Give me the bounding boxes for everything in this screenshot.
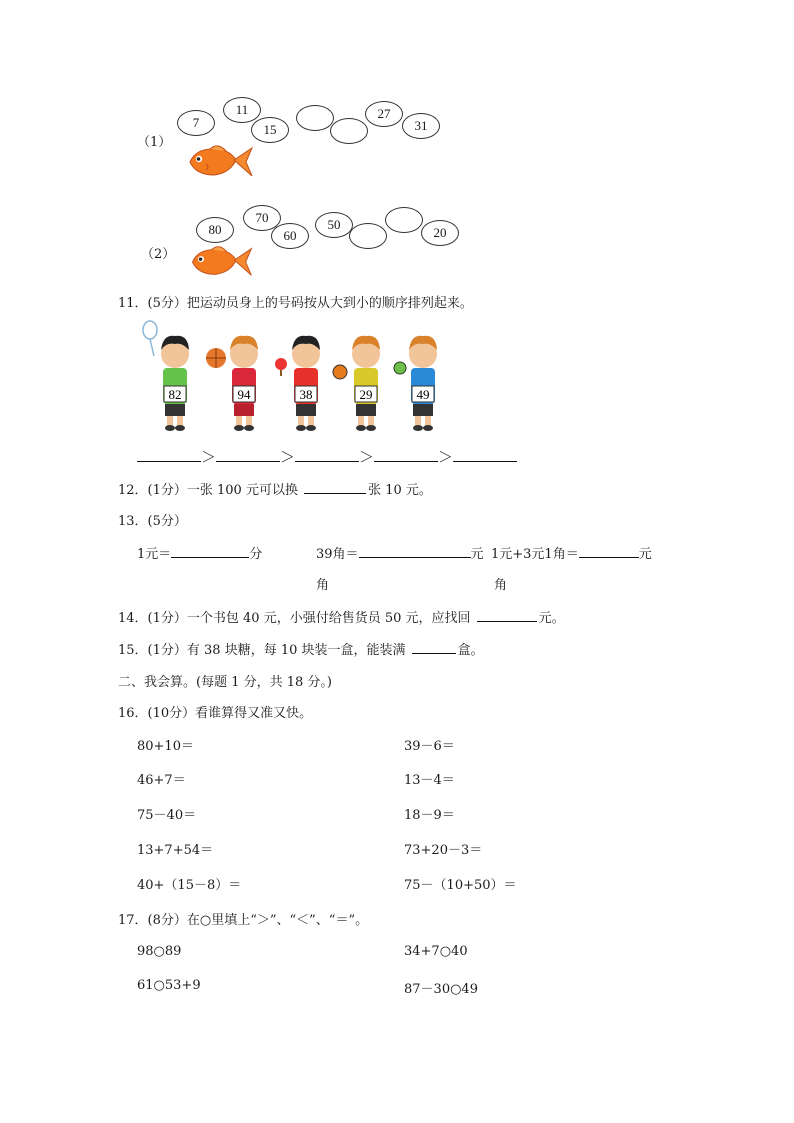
number-bubble: 20 (421, 220, 459, 246)
greater-than-sign: ＞ (359, 448, 375, 466)
fish-problem-2-label: （2） (141, 247, 176, 262)
athlete-4 (333, 336, 380, 431)
compare-item: 87－30○49 (404, 982, 478, 997)
question-14 (118, 607, 565, 626)
q13-c-unit: 元 (638, 547, 652, 562)
calc-item: 13+7+54＝ (137, 843, 214, 858)
calc-item: 73+20－3＝ (404, 843, 483, 858)
bib-number: 82 (168, 387, 182, 402)
question-12 (118, 479, 432, 498)
q15-text-end: 盒。 (457, 643, 484, 658)
athletes-illustration (136, 318, 456, 434)
q12-text: 12．(1分）一张 100 元可以换 (118, 483, 298, 498)
answer-blank[interactable] (295, 447, 359, 462)
number-bubble: 70 (243, 205, 281, 231)
number-bubble: 27 (365, 101, 403, 127)
compare-item: 61○53+9 (137, 978, 201, 993)
calc-item: 46+7＝ (137, 773, 186, 788)
greater-than-sign: ＞ (280, 448, 296, 466)
answer-blank[interactable] (359, 543, 471, 558)
number-bubble: 80 (196, 217, 234, 243)
calc-item: 40+（15－8）＝ (137, 878, 242, 893)
q13-jiao-2: 角 (494, 578, 508, 593)
athlete-1 (143, 321, 189, 431)
answer-blank[interactable] (171, 543, 249, 558)
bib-number: 94 (237, 387, 251, 402)
q13-b-text: 39角＝ (316, 547, 359, 562)
athlete-5 (394, 336, 437, 431)
question-17-title: 17．(8分）在○里填上“＞”、“＜”、“＝”。 (118, 913, 369, 928)
blank-bubble[interactable] (296, 105, 334, 131)
fish-problem-1-label: （1） (137, 135, 172, 150)
q13-jiao-1: 角 (316, 578, 330, 593)
q13-a-unit: 分 (249, 547, 263, 562)
compare-item: 34+7○40 (404, 944, 468, 959)
greater-than-sign: ＞ (201, 448, 217, 466)
calc-item: 13－4＝ (404, 773, 455, 788)
answer-blank[interactable] (374, 447, 438, 462)
greater-than-sign: ＞ (438, 448, 454, 466)
q15-text: 15．(1分）有 38 块糖，每 10 块装一盒，能装满 (118, 643, 406, 658)
number-bubble: 31 (402, 113, 440, 139)
answer-blank[interactable] (304, 479, 366, 494)
bib-number: 38 (299, 387, 313, 402)
goldfish-icon (187, 243, 255, 281)
q13-b-unit: 元 (470, 547, 484, 562)
blank-bubble[interactable] (349, 223, 387, 249)
q13-a-text: 1元＝ (137, 547, 172, 562)
q14-text-end: 元。 (538, 611, 565, 626)
calc-item: 39－6＝ (404, 739, 455, 754)
calc-item: 80+10＝ (137, 739, 194, 754)
calc-item: 75－40＝ (137, 808, 197, 823)
answer-blank[interactable] (137, 447, 201, 462)
q13-part-c (491, 543, 652, 562)
q13-part-b (316, 543, 484, 562)
answer-blank[interactable] (412, 639, 456, 654)
blank-bubble[interactable] (385, 207, 423, 233)
number-bubble: 15 (251, 117, 289, 143)
q14-text: 14．(1分）一个书包 40 元，小强付给售货员 50 元，应找回 (118, 611, 471, 626)
answer-blank[interactable] (477, 607, 537, 622)
question-13-title: 13．(5分） (118, 514, 187, 529)
q13-part-a (137, 543, 262, 562)
bib-number: 29 (359, 387, 373, 402)
q12-text-end: 张 10 元。 (368, 483, 432, 498)
question-16-title: 16．(10分）看谁算得又准又快。 (118, 706, 313, 721)
section-2-heading: 二、我会算。(每题 1 分，共 18 分。) (118, 675, 332, 690)
question-15 (118, 639, 484, 658)
answer-blank[interactable] (579, 543, 639, 558)
ordering-answer-row (137, 446, 517, 467)
bib-number: 49 (416, 387, 430, 402)
athlete-3 (275, 336, 320, 431)
compare-item: 98○89 (137, 944, 182, 959)
q13-c-text: 1元+3元1角＝ (491, 547, 579, 562)
question-11: 11．(5分）把运动员身上的号码按从大到小的顺序排列起来。 (118, 296, 473, 311)
athlete-2 (206, 336, 258, 431)
answer-blank[interactable] (216, 447, 280, 462)
goldfish-icon (186, 142, 254, 182)
calc-item: 18－9＝ (404, 808, 455, 823)
number-bubble: 50 (315, 212, 353, 238)
calc-item: 75－（10+50）＝ (404, 878, 517, 893)
number-bubble: 11 (223, 97, 261, 123)
number-bubble: 60 (271, 223, 309, 249)
blank-bubble[interactable] (330, 118, 368, 144)
number-bubble: 7 (177, 110, 215, 136)
answer-blank[interactable] (453, 447, 517, 462)
